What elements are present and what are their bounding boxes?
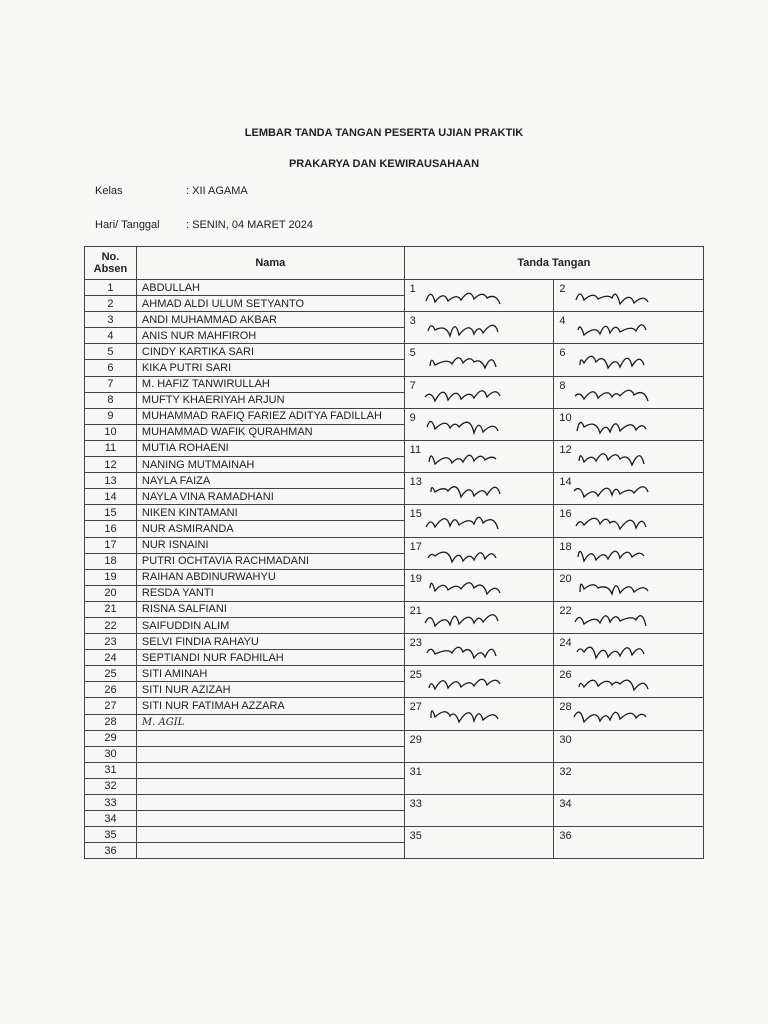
table-row — [85, 312, 704, 328]
table-row — [85, 795, 704, 811]
student-name: KIKA PUTRI SARI — [136, 360, 404, 376]
student-name: CINDY KARTIKA SARI — [136, 344, 404, 360]
header-no: No. Absen — [85, 247, 137, 280]
table-row — [85, 762, 704, 778]
table-row — [85, 666, 704, 682]
absen-number: 32 — [85, 778, 137, 794]
signature-cell[interactable] — [404, 312, 554, 344]
signature-cell[interactable] — [554, 601, 704, 633]
handwritten-signature — [554, 344, 694, 376]
handwritten-signature — [554, 409, 694, 441]
handwritten-signature — [554, 570, 694, 602]
handwritten-signature — [554, 505, 694, 537]
absen-number: 33 — [85, 795, 137, 811]
table-row — [85, 473, 704, 489]
handwritten-signature — [405, 634, 545, 666]
signature-cell[interactable] — [554, 344, 704, 376]
signature-number: 8 — [559, 379, 566, 392]
signature-number: 6 — [559, 347, 566, 360]
tanggal-value: : SENIN, 04 MARET 2024 — [186, 219, 313, 231]
kelas-value: : XII AGAMA — [186, 185, 248, 197]
absen-number: 9 — [85, 408, 137, 424]
signature-number: 10 — [559, 411, 572, 424]
signature-cell[interactable] — [404, 569, 554, 601]
absen-number: 20 — [85, 585, 137, 601]
signature-number: 18 — [559, 540, 572, 553]
handwritten-signature — [405, 666, 545, 698]
signature-cell[interactable] — [404, 408, 554, 440]
handwritten-signature — [405, 570, 545, 602]
student-name: PUTRI OCHTAVIA RACHMADANI — [136, 553, 404, 569]
student-name: RISNA SALFIANI — [136, 601, 404, 617]
signature-cell[interactable] — [554, 569, 704, 601]
student-name — [136, 746, 404, 762]
signature-cell[interactable] — [554, 408, 704, 440]
signature-cell[interactable] — [554, 698, 704, 730]
handwritten-signature — [554, 602, 694, 634]
signature-cell[interactable] — [404, 473, 554, 505]
handwritten-signature — [554, 666, 694, 698]
handwritten-signature — [554, 538, 694, 570]
tanggal-label: Hari/ Tanggal — [95, 219, 160, 231]
signature-cell[interactable] — [404, 440, 554, 472]
handwritten-signature — [554, 473, 694, 505]
header-tanda-tangan: Tanda Tangan — [404, 247, 703, 280]
table-row — [85, 440, 704, 456]
student-name — [136, 827, 404, 843]
signature-cell[interactable] — [404, 827, 554, 859]
student-name: NIKEN KINTAMANI — [136, 505, 404, 521]
signature-number: 5 — [409, 347, 416, 360]
handwritten-signature — [554, 377, 694, 409]
signature-number: 20 — [559, 572, 572, 585]
student-name — [136, 762, 404, 778]
absen-number: 11 — [85, 440, 137, 456]
signature-number: 36 — [559, 830, 572, 843]
signature-number: 28 — [559, 701, 572, 714]
table-header-row — [85, 247, 704, 280]
absen-number: 35 — [85, 827, 137, 843]
signature-number: 1 — [409, 283, 416, 295]
student-name — [136, 843, 404, 859]
student-name: ABDULLAH — [136, 280, 404, 296]
table-row — [85, 505, 704, 521]
table-body — [85, 280, 704, 859]
header-nama: Nama — [136, 247, 404, 280]
signature-cell[interactable] — [404, 505, 554, 537]
absen-number: 27 — [85, 698, 137, 714]
signature-number: 26 — [559, 669, 572, 682]
student-name: ANDI MUHAMMAD AKBAR — [136, 312, 404, 328]
absen-number: 31 — [85, 762, 137, 778]
signature-number: 3 — [409, 315, 416, 328]
signature-cell[interactable] — [404, 601, 554, 633]
document-title: LEMBAR TANDA TANGAN PESERTA UJIAN PRAKTIK — [244, 127, 524, 139]
signature-cell[interactable] — [554, 280, 704, 312]
signature-number: 30 — [559, 733, 572, 746]
student-name — [136, 811, 404, 827]
signature-number: 11 — [409, 443, 422, 456]
signature-number: 29 — [409, 733, 422, 746]
signature-number: 4 — [559, 315, 566, 328]
absen-number: 2 — [85, 296, 137, 312]
signature-cell[interactable] — [404, 280, 554, 312]
student-name: NUR ASMIRANDA — [136, 521, 404, 537]
handwritten-signature — [405, 698, 545, 730]
absen-number: 30 — [85, 746, 137, 762]
student-name: MUFTY KHAERIYAH ARJUN — [136, 392, 404, 408]
table-row — [85, 408, 704, 424]
student-name: MUTIA ROHAENI — [136, 440, 404, 456]
table-row — [85, 634, 704, 650]
handwritten-signature — [405, 538, 545, 570]
signature-cell[interactable] — [554, 827, 704, 859]
student-name — [136, 795, 404, 811]
signature-cell[interactable] — [554, 762, 704, 794]
student-name — [136, 730, 404, 746]
signature-number: 32 — [559, 765, 572, 778]
signature-cell[interactable] — [554, 473, 704, 505]
absen-number: 4 — [85, 328, 137, 344]
signature-cell[interactable] — [404, 698, 554, 730]
absen-number: 17 — [85, 537, 137, 553]
handwritten-signature — [554, 698, 694, 730]
table-row — [85, 537, 704, 553]
student-name: NAYLA VINA RAMADHANI — [136, 489, 404, 505]
absen-number: 12 — [85, 457, 137, 473]
signature-number: 22 — [559, 604, 572, 617]
handwritten-signature — [554, 280, 694, 312]
student-name: ANIS NUR MAHFIROH — [136, 328, 404, 344]
signature-cell[interactable] — [404, 666, 554, 698]
absen-number: 8 — [85, 392, 137, 408]
student-name: RESDA YANTI — [136, 585, 404, 601]
signature-cell[interactable] — [404, 344, 554, 376]
signature-number: 17 — [409, 540, 422, 553]
signature-number: 33 — [409, 798, 422, 810]
absen-number: 23 — [85, 634, 137, 650]
student-name: M. AGIL — [136, 714, 404, 730]
signature-cell[interactable] — [554, 730, 704, 762]
handwritten-signature — [554, 312, 694, 344]
signature-cell[interactable] — [554, 312, 704, 344]
handwritten-signature — [405, 409, 545, 441]
absen-number: 28 — [85, 714, 137, 730]
signature-number: 2 — [559, 283, 566, 295]
absen-number: 25 — [85, 666, 137, 682]
handwritten-signature — [405, 441, 545, 473]
student-name: SEPTIANDI NUR FADHILAH — [136, 650, 404, 666]
handwritten-signature — [405, 377, 545, 409]
signature-cell[interactable] — [404, 634, 554, 666]
signature-cell[interactable] — [404, 376, 554, 408]
student-name: NUR ISNAINI — [136, 537, 404, 553]
handwritten-signature — [554, 634, 694, 666]
table-row — [85, 730, 704, 746]
signature-number: 16 — [559, 508, 572, 521]
signature-number: 13 — [409, 476, 422, 489]
student-name: SAIFUDDIN ALIM — [136, 617, 404, 633]
signature-number: 35 — [409, 830, 422, 843]
absen-number: 21 — [85, 601, 137, 617]
signature-cell[interactable] — [554, 440, 704, 472]
signature-number: 34 — [559, 798, 572, 810]
signature-cell[interactable] — [554, 537, 704, 569]
student-name: SITI NUR FATIMAH AZZARA — [136, 698, 404, 714]
absen-number: 19 — [85, 569, 137, 585]
absen-number: 24 — [85, 650, 137, 666]
student-name: SITI NUR AZIZAH — [136, 682, 404, 698]
signature-number: 21 — [409, 604, 422, 617]
absen-number: 5 — [85, 344, 137, 360]
signature-number: 19 — [409, 572, 422, 585]
signature-number: 9 — [409, 411, 416, 424]
handwritten-signature — [405, 473, 545, 505]
student-name: SELVI FINDIA RAHAYU — [136, 634, 404, 650]
student-name: MUHAMMAD WAFIK QURAHMAN — [136, 424, 404, 440]
signature-number: 25 — [409, 669, 422, 682]
absen-number: 13 — [85, 473, 137, 489]
handwritten-signature — [405, 312, 545, 344]
signature-cell[interactable] — [404, 762, 554, 794]
signature-number: 7 — [409, 379, 416, 392]
student-name: SITI AMINAH — [136, 666, 404, 682]
student-name: MUHAMMAD RAFIQ FARIEZ ADITYA FADILLAH — [136, 408, 404, 424]
absen-number: 10 — [85, 424, 137, 440]
student-name — [136, 778, 404, 794]
signature-number: 12 — [559, 443, 572, 456]
table-row — [85, 601, 704, 617]
absen-number: 15 — [85, 505, 137, 521]
handwritten-signature — [405, 505, 545, 537]
document-subtitle: PRAKARYA DAN KEWIRAUSAHAAN — [288, 158, 480, 170]
absen-number: 29 — [85, 730, 137, 746]
kelas-label: Kelas — [95, 185, 123, 197]
table-row — [85, 569, 704, 585]
signature-number: 15 — [409, 508, 422, 521]
table-row — [85, 344, 704, 360]
absen-number: 7 — [85, 376, 137, 392]
absen-number: 16 — [85, 521, 137, 537]
table-row — [85, 376, 704, 392]
signature-number: 27 — [409, 701, 422, 714]
signature-number: 24 — [559, 637, 572, 650]
handwritten-signature — [554, 441, 694, 473]
absen-number: 3 — [85, 312, 137, 328]
table-row — [85, 698, 704, 714]
absen-number: 26 — [85, 682, 137, 698]
signature-number: 23 — [409, 637, 422, 650]
table-row — [85, 827, 704, 843]
student-name: M. HAFIZ TANWIRULLAH — [136, 376, 404, 392]
absen-number: 18 — [85, 553, 137, 569]
absen-number: 1 — [85, 280, 137, 296]
signature-cell[interactable] — [404, 795, 554, 827]
absen-number: 14 — [85, 489, 137, 505]
attendance-table — [84, 246, 704, 859]
signature-cell[interactable] — [554, 795, 704, 827]
absen-number: 22 — [85, 617, 137, 633]
table-row — [85, 280, 704, 296]
signature-cell[interactable] — [554, 376, 704, 408]
student-name: AHMAD ALDI ULUM SETYANTO — [136, 296, 404, 312]
handwritten-signature — [405, 344, 545, 376]
signature-number: 31 — [409, 765, 422, 778]
absen-number: 36 — [85, 843, 137, 859]
absen-number: 6 — [85, 360, 137, 376]
absen-number: 34 — [85, 811, 137, 827]
signature-number: 14 — [559, 476, 572, 489]
handwritten-signature — [405, 280, 545, 312]
signature-cell[interactable] — [554, 505, 704, 537]
student-name: NAYLA FAIZA — [136, 473, 404, 489]
signature-cell[interactable] — [404, 537, 554, 569]
signature-cell[interactable] — [554, 634, 704, 666]
student-name: RAIHAN ABDINURWAHYU — [136, 569, 404, 585]
signature-cell[interactable] — [404, 730, 554, 762]
student-name: NANING MUTMAINAH — [136, 457, 404, 473]
handwritten-signature — [405, 602, 545, 634]
signature-cell[interactable] — [554, 666, 704, 698]
